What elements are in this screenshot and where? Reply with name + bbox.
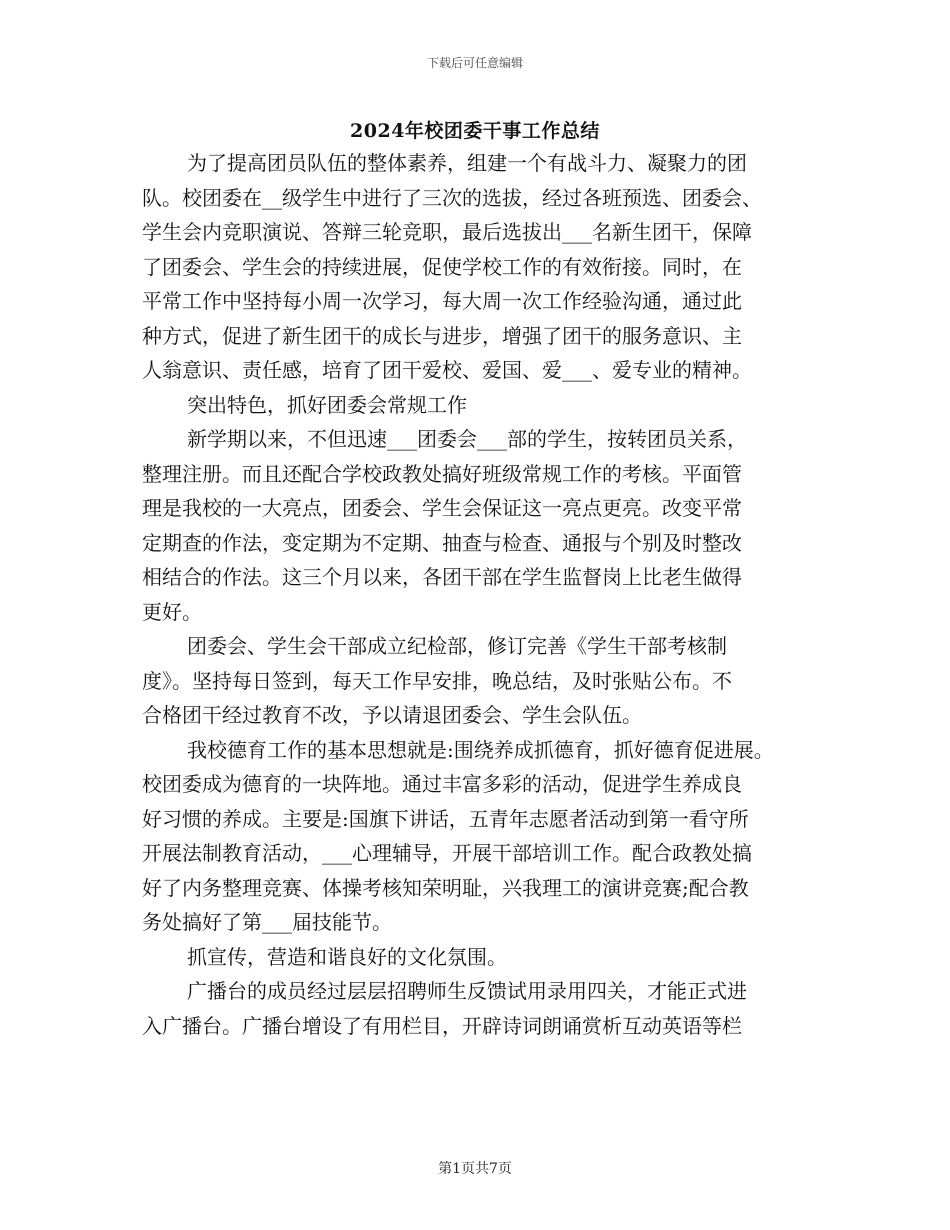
text-line: 团委会、学生会干部成立纪检部，修订完善《学生干部考核制	[187, 634, 727, 658]
text-line: 学生会内竞职演说、答辩三轮竞职，最后选拔出___名新生团干，保障	[142, 220, 752, 244]
text-line: 为了提高团员队伍的整体素养，组建一个有战斗力、凝聚力的团	[187, 151, 747, 175]
text-line: 我校德育工作的基本思想就是:围绕养成抓德育，抓好德育促进展。	[187, 737, 774, 762]
text-line: 好习惯的养成。主要是:国旗下讲话，五青年志愿者活动到第一看守所	[142, 806, 749, 831]
text-line: 队。校团委在__级学生中进行了三次的选拔，经过各班预选、团委会、	[142, 185, 762, 210]
text-line: 相结合的作法。这三个月以来，各团干部在学生监督岗上比老生做得	[142, 565, 742, 589]
text-line: 种方式，促进了新生团干的成长与进步，增强了团干的服务意识、主	[142, 323, 742, 348]
page-number-footer: 第1页共7页	[438, 1161, 512, 1177]
page-header-note: 下载后可任意编辑	[426, 56, 523, 70]
text-line: 广播台的成员经过层层招聘师生反馈试用录用四关，才能正式进	[187, 979, 747, 1003]
text-line: 好了内务整理竞赛、体操考核知荣明耻，兴我理工的演讲竞赛;配合教	[142, 875, 749, 900]
text-line: 人翁意识、责任感，培育了团干爱校、爱国、爱___、爱专业的精神。	[142, 358, 752, 382]
section-heading: 抓宣传，营造和谐良好的文化氛围。	[187, 944, 507, 969]
text-line: 更好。	[142, 599, 202, 624]
document-body	[142, 146, 824, 1043]
text-line: 务处搞好了第___届技能节。	[142, 910, 392, 934]
text-line: 度》。坚持每日签到，每天工作早安排，晚总结，及时张贴公布。不	[142, 668, 732, 693]
text-line: 定期查的作法，变定期为不定期、抽查与检查、通报与个别及时整改	[142, 530, 742, 555]
document-title: 2024年校团委干事工作总结	[350, 120, 600, 142]
section-heading: 突出特色，抓好团委会常规工作	[187, 392, 467, 417]
text-line: 整理注册。而且还配合学校政教处搞好班级常规工作的考核。平面管	[142, 461, 742, 486]
text-line: 开展法制教育活动，___心理辅导，开展干部培训工作。配合政教处搞	[142, 841, 752, 865]
text-line: 合格团干经过教育不改，予以请退团委会、学生会队伍。	[142, 703, 642, 727]
text-line: 校团委成为德育的一块阵地。通过丰富多彩的活动，促进学生养成良	[142, 772, 742, 796]
text-line: 新学期以来，不但迅速___团委会___部的学生，按转团员关系，	[187, 427, 747, 451]
text-line: 平常工作中坚持每小周一次学习，每大周一次工作经验沟通，通过此	[142, 289, 742, 313]
text-line: 了团委会、学生会的持续进展，促使学校工作的有效衔接。同时，在	[142, 254, 742, 279]
text-line: 理是我校的一大亮点，团委会、学生会保证这一亮点更亮。改变平常	[142, 496, 742, 520]
text-line: 入广播台。广播台增设了有用栏目，开辟诗词朗诵赏析互动英语等栏	[142, 1013, 742, 1038]
